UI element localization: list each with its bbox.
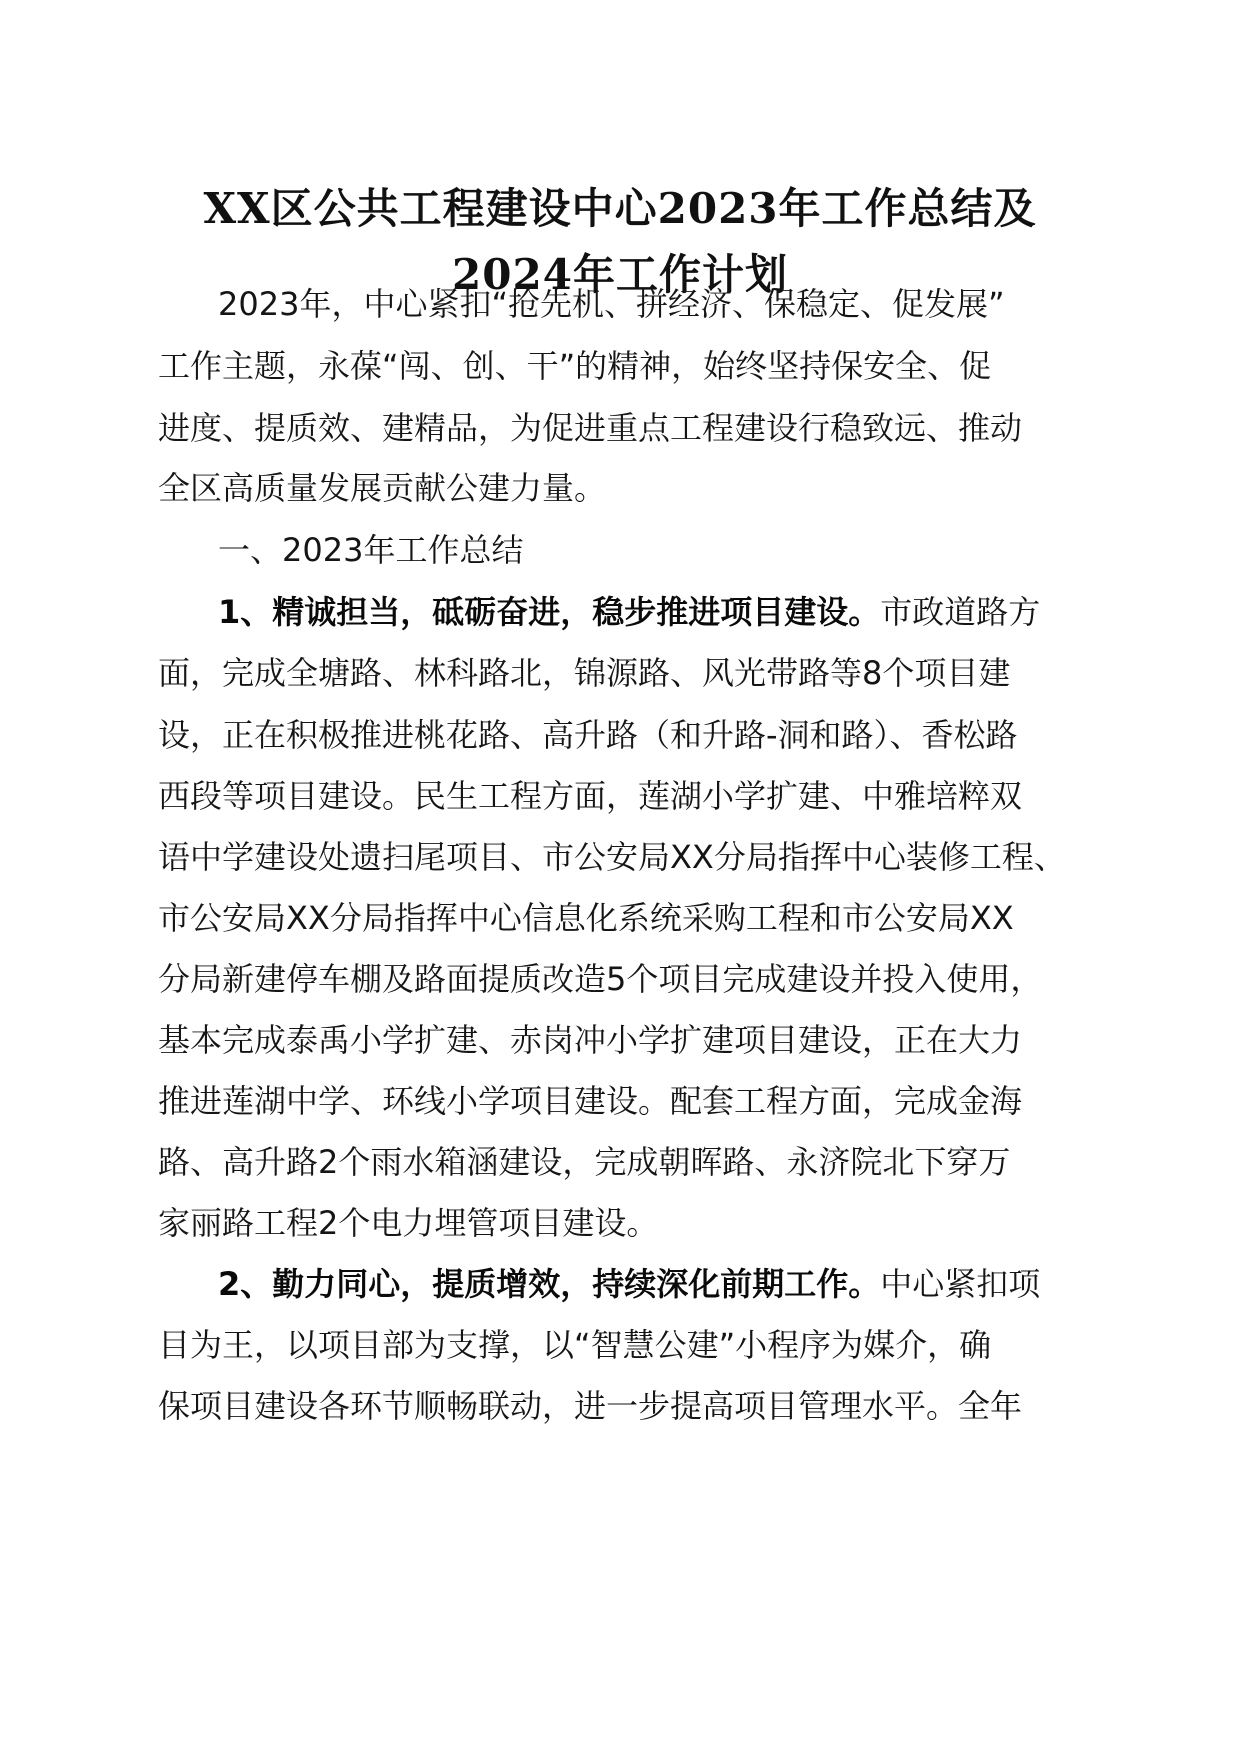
document-title-line-2: 2024年工作计划	[452, 250, 788, 299]
intro-line: 工作主题，永葆“闯、创、干”的精神，始终坚持保安全、促	[158, 347, 992, 385]
item-1-line: 西段等项目建设。民生工程方面，莲湖小学扩建、中雅培粹双	[158, 777, 1023, 815]
intro-line: 全区高质量发展贡献公建力量。	[158, 469, 607, 507]
section-heading: 一、2023年工作总结	[218, 531, 524, 569]
item-2-line: 目为王，以项目部为支撑，以“智慧公建”小程序为媒介，确	[158, 1326, 992, 1364]
item-1-text: 市政道路方	[880, 593, 1041, 631]
intro-line: 进度、提质效、建精品，为促进重点工程建设行稳致远、推动	[158, 409, 1023, 447]
item-2-heading: 2、勤力同心，提质增效，持续深化前期工作。	[218, 1265, 881, 1303]
item-1-line: 设，正在积极推进桃花路、高升路（和升路-洞和路）、香松路	[158, 716, 1018, 754]
item-1-first-line	[218, 582, 1158, 642]
item-1-line: 家丽路工程2个电力埋管项目建设。	[158, 1204, 659, 1242]
intro-line: 2023年，中心紧扣“抢先机、拼经济、保稳定、促发展”	[218, 285, 1005, 323]
item-2-line: 保项目建设各环节顺畅联动，进一步提高项目管理水平。全年	[158, 1387, 1023, 1425]
item-1-line: 推进莲湖中学、环线小学项目建设。配套工程方面，完成金海	[158, 1082, 1023, 1120]
item-1-line: 语中学建设处遗扫尾项目、市公安局XX分局指挥中心装修工程、	[158, 838, 1066, 876]
item-1-line: 面，完成全塘路、林科路北，锦源路、风光带路等8个项目建	[158, 654, 1011, 692]
item-1-line: 路、高升路2个雨水箱涵建设，完成朝晖路、永济院北下穿万	[158, 1143, 1011, 1181]
item-1-line: 基本完成泰禹小学扩建、赤岗冲小学扩建项目建设，正在大力	[158, 1021, 1023, 1059]
document-title-line-1: XX区公共工程建设中心2023年工作总结及	[203, 184, 1037, 233]
item-2-text: 中心紧扣项	[880, 1265, 1041, 1303]
item-1-heading: 1、精诚担当，砥砺奋进，稳步推进项目建设。	[218, 593, 881, 631]
item-1-line: 分局新建停车棚及路面提质改造5个项目完成建设并投入使用，	[158, 960, 1043, 998]
item-1-line: 市公安局XX分局指挥中心信息化系统采购工程和市公安局XX	[158, 899, 1014, 937]
item-2-first-line	[218, 1254, 1158, 1314]
